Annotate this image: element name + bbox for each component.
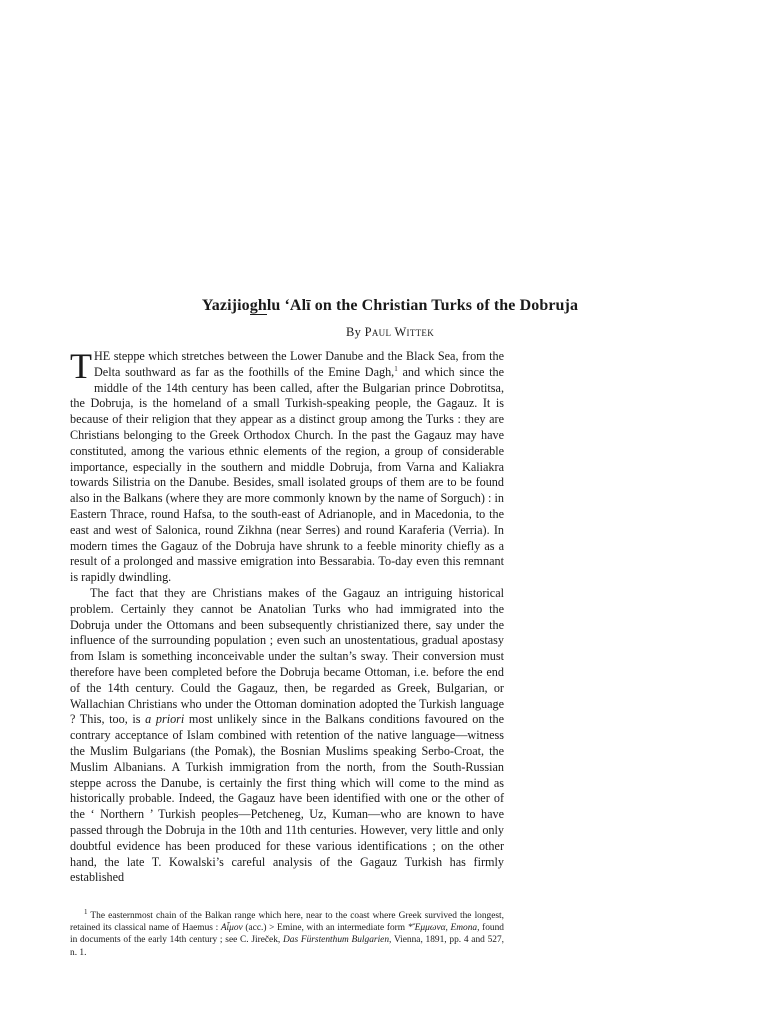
article-title xyxy=(70,297,710,315)
greek-term: *Ἔμμωνα, Emona, xyxy=(407,923,480,934)
footnote-text: (acc.) > Emine, with an intermediate form xyxy=(242,923,408,934)
paragraph xyxy=(70,586,504,886)
title-underlined-part: gh xyxy=(249,297,267,314)
article-body xyxy=(70,346,504,886)
greek-term: Αἷμον xyxy=(220,923,243,934)
paragraph-text: HE steppe which stretches between the Lower Danube and the Black Sea, from the Delta southward as far as the foothills of the Emine Dagh, xyxy=(94,349,504,379)
footnote-text: Vienna, 1891, pp. 4 and 527, n. 1. xyxy=(70,935,504,958)
footnote-ref: 1 xyxy=(394,364,398,373)
title-part: Yazijio xyxy=(201,297,250,314)
article-author xyxy=(70,325,710,340)
footnote-number: 1 xyxy=(84,907,88,916)
footnote-text: found in documents of the early 14th century ; see C. Jireček, xyxy=(70,923,504,946)
book-title: Das Fürstenthum Bulgarien, xyxy=(283,935,392,946)
footnote-text: The easternmost chain of the Balkan range which here, near to the coast where Greek survived the longest, retained its classical name of Haemus : xyxy=(70,911,504,934)
italic-phrase: a priori xyxy=(145,712,185,727)
author-name: Paul Wittek xyxy=(364,325,435,339)
footnotes xyxy=(70,907,504,959)
drop-cap: T xyxy=(70,346,92,386)
paragraph-text: The fact that they are Christians makes of the Gagauz an intriguing historical problem. Certainly they cannot be Anatolian Turks who had immigrated into the Dobruja under the Ottomans and been subsequently christianized there, say under the influence of the surrounding population ; even such an unostentatious, gradual apostasy from Islam is something inconceivable under the sultan’s sway. Their conversion must therefore have been completed before the Dobruja became Ottoman, i.e. before the end of the 14th century. Could the Gagauz, then, be regarded as Greek, Bulgarian, or Wallachian Christians who under the Ottoman domination adopted the Turkish language ? This, too, is xyxy=(70,585,504,727)
paragraph-text: and which since the middle of the 14th century has been called, after the Bulgarian prince Dobrotitsa, the Dobruja, is the homeland of a small Turkish-speaking people, the Gagauz. It is because of their religion that they appear as a distinct group among the Turks : they are Christians belonging to the Greek Orthodox Church. In the past the Gagauz may have constituted, among the various ethnic elements of the region, a group of considerable importance, especially in the southern and middle Dobruja, from Varna and Kaliakra towards Silistria on the Danube. Besides, small isolated groups of them are to be found also in the Balkans (where they are more commonly known by the name of Sorguch) : in Eastern Thrace, round Hafsa, to the south-east of Adrianople, and in Macedonia, to the east and west of Salonica, round Zikhna (near Serres) and round Karaferia (Verria). In modern times the Gagauz of the Dobruja have shrunk to a feeble minority chiefly as a result of a prolonged and massive emigration into Bessarabia. To-day even this remnant is rapidly dwindling. xyxy=(70,364,504,585)
title-part: lu ‘Alī on the Christian Turks of the Dobruja xyxy=(266,297,579,314)
paragraph xyxy=(70,346,504,586)
paragraph-text: most unlikely since in the Balkans conditions favoured on the contrary acceptance of Islam combined with retention of the native language—witness the Muslim Bulgarians (the Pomak), the Bosnian Muslims speaking Serbo-Croat, the Muslim Albanians. A Turkish immigration from the north, from the South-Russian steppe across the Danube, is certainly the first thing which will come to the mind as historically probable. Indeed, the Gagauz have been identified with one or the other of the ‘ Northern ’ Turkish peoples—Petcheneg, Uz, Kuman—who are known to have passed through the Dobruja in the 10th and 11th centuries. However, very little and only doubtful evidence has been produced for these various identifications ; on the other hand, the late T. Kowalski’s careful analysis of the Gagauz Turkish has firmly established xyxy=(70,712,504,885)
author-prefix: By xyxy=(345,325,362,339)
footnote xyxy=(70,907,504,959)
